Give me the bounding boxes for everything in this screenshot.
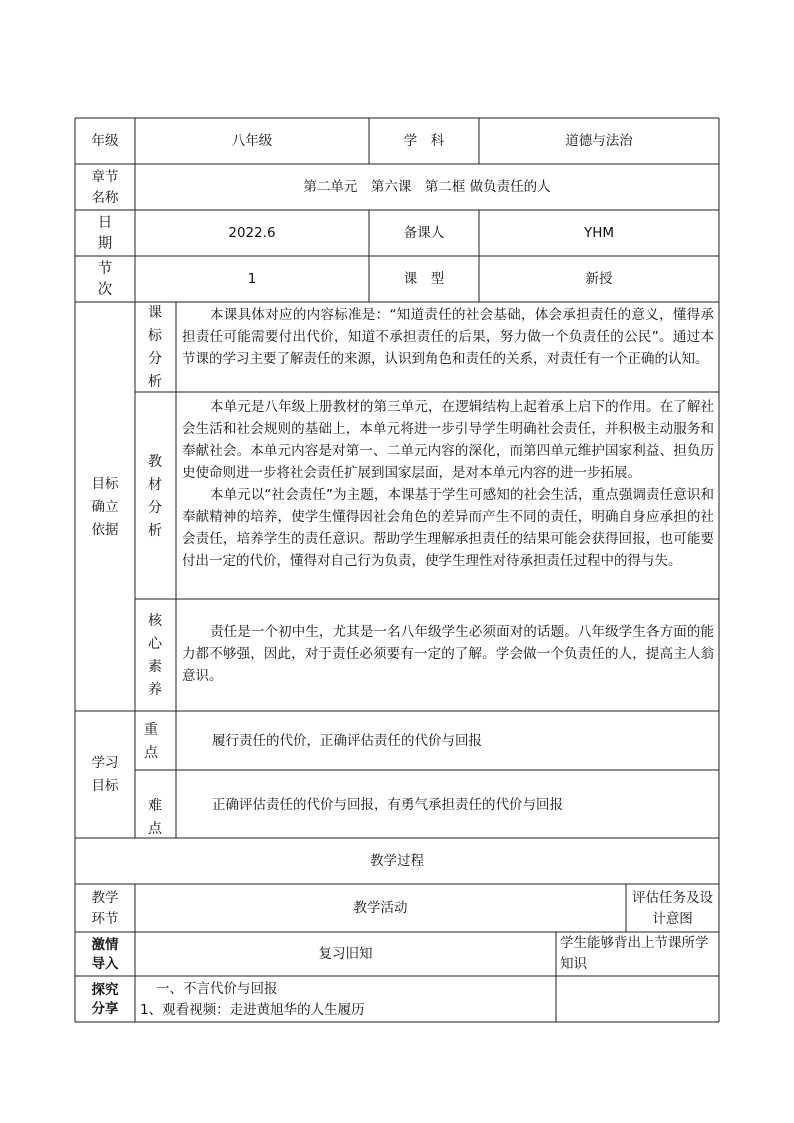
- chapter-value: 第二单元 第六课 第二框 做负责任的人: [303, 179, 551, 195]
- hard-text: 正确评估责任的代价与回报，有勇气承担责任的代价与回报: [212, 797, 563, 813]
- row2-line-1: 一、不言代价与回报: [156, 981, 278, 997]
- basis-label: 目标确立依据: [91, 475, 119, 538]
- col-stage-header: 教学环节: [91, 889, 119, 927]
- date-label: 日期: [97, 214, 113, 252]
- grade-label: 年级: [91, 133, 119, 149]
- key-label: 重点: [144, 722, 158, 761]
- process-title: 教学过程: [370, 853, 424, 869]
- standard-label: 课标分析: [148, 305, 162, 390]
- col-eval-header: 评估任务及设计意图: [632, 889, 713, 927]
- row2-line-2: 1、观看视频：走进黄旭华的人生履历: [140, 1002, 365, 1018]
- subject-label: 学 科: [403, 133, 445, 149]
- date-value: 2022.6: [228, 225, 276, 241]
- textbook-label: 教材分析: [148, 454, 162, 539]
- core-text: 责任是一个初中生，尤其是一名八年级学生必须面对的话题。八年级学生各方面的能力都不够强，因此，对于责任必须要有一定的了解。学会做一个负责任的人，提高主人翁意识。: [182, 624, 714, 684]
- row1-stage: 激情导入: [91, 936, 119, 972]
- textbook-text-1: 本单元是八年级上册教材的第三单元，在逻辑结构上起着承上启下的作用。在了解社会生活和社会规则的基础上，本单元将进一步引导学生明确社会责任，并积极主动服务和奉献社会。本单元内容是对第一、二单元内容的深化，而第四单元维护国家利益、担负历史使命则进一步将社会责任扩展到国家层面，是对本单元内容的进一步拓展。: [182, 399, 714, 481]
- period-label: 节次: [97, 260, 113, 298]
- type-label: 课 型: [403, 271, 445, 287]
- hard-label: 难点: [148, 798, 162, 837]
- core-label: 核心素养: [148, 613, 162, 698]
- chapter-label: 章节名称: [91, 168, 119, 206]
- row1-activity: 复习旧知: [318, 946, 373, 962]
- row1-eval: 学生能够背出上节课所学知识: [560, 935, 709, 972]
- grade-value: 八年级: [231, 133, 273, 149]
- row2-stage: 探究分享: [91, 981, 119, 1017]
- subject-value: 道德与法治: [565, 133, 633, 149]
- key-text: 履行责任的代价，正确评估责任的代价与回报: [212, 733, 482, 749]
- type-value: 新授: [585, 271, 613, 287]
- preparer-value: YHM: [583, 225, 615, 241]
- preparer-label: 备课人: [403, 225, 445, 241]
- textbook-text-2: 本单元以“社会责任”为主题，本课基于学生可感知的社会生活，重点强调责任意识和奉献精神的培养，使学生懂得因社会角色的差异而产生不同的责任，明确自身应承担的社会责任，培养学生的责任意识。帮助学生理解承担责任的结果可能会获得回报，也可能要付出一定的代价，懂得对自己行为负责，使学生理性对待承担责任过程中的得与失。: [182, 487, 714, 569]
- period-value: 1: [247, 271, 257, 287]
- goals-label: 学习目标: [91, 755, 119, 794]
- col-activity-header: 教学活动: [353, 900, 408, 916]
- standard-text: 本课具体对应的内容标准是：“知道责任的社会基础，体会承担责任的意义，懂得承担责任可能需要付出代价，知道不承担责任的后果，努力做一个负责任的公民”。通过本节课的学习主要了解责任的来源，认识到角色和责任的关系，对责任有一个正确的认知。: [182, 307, 714, 367]
